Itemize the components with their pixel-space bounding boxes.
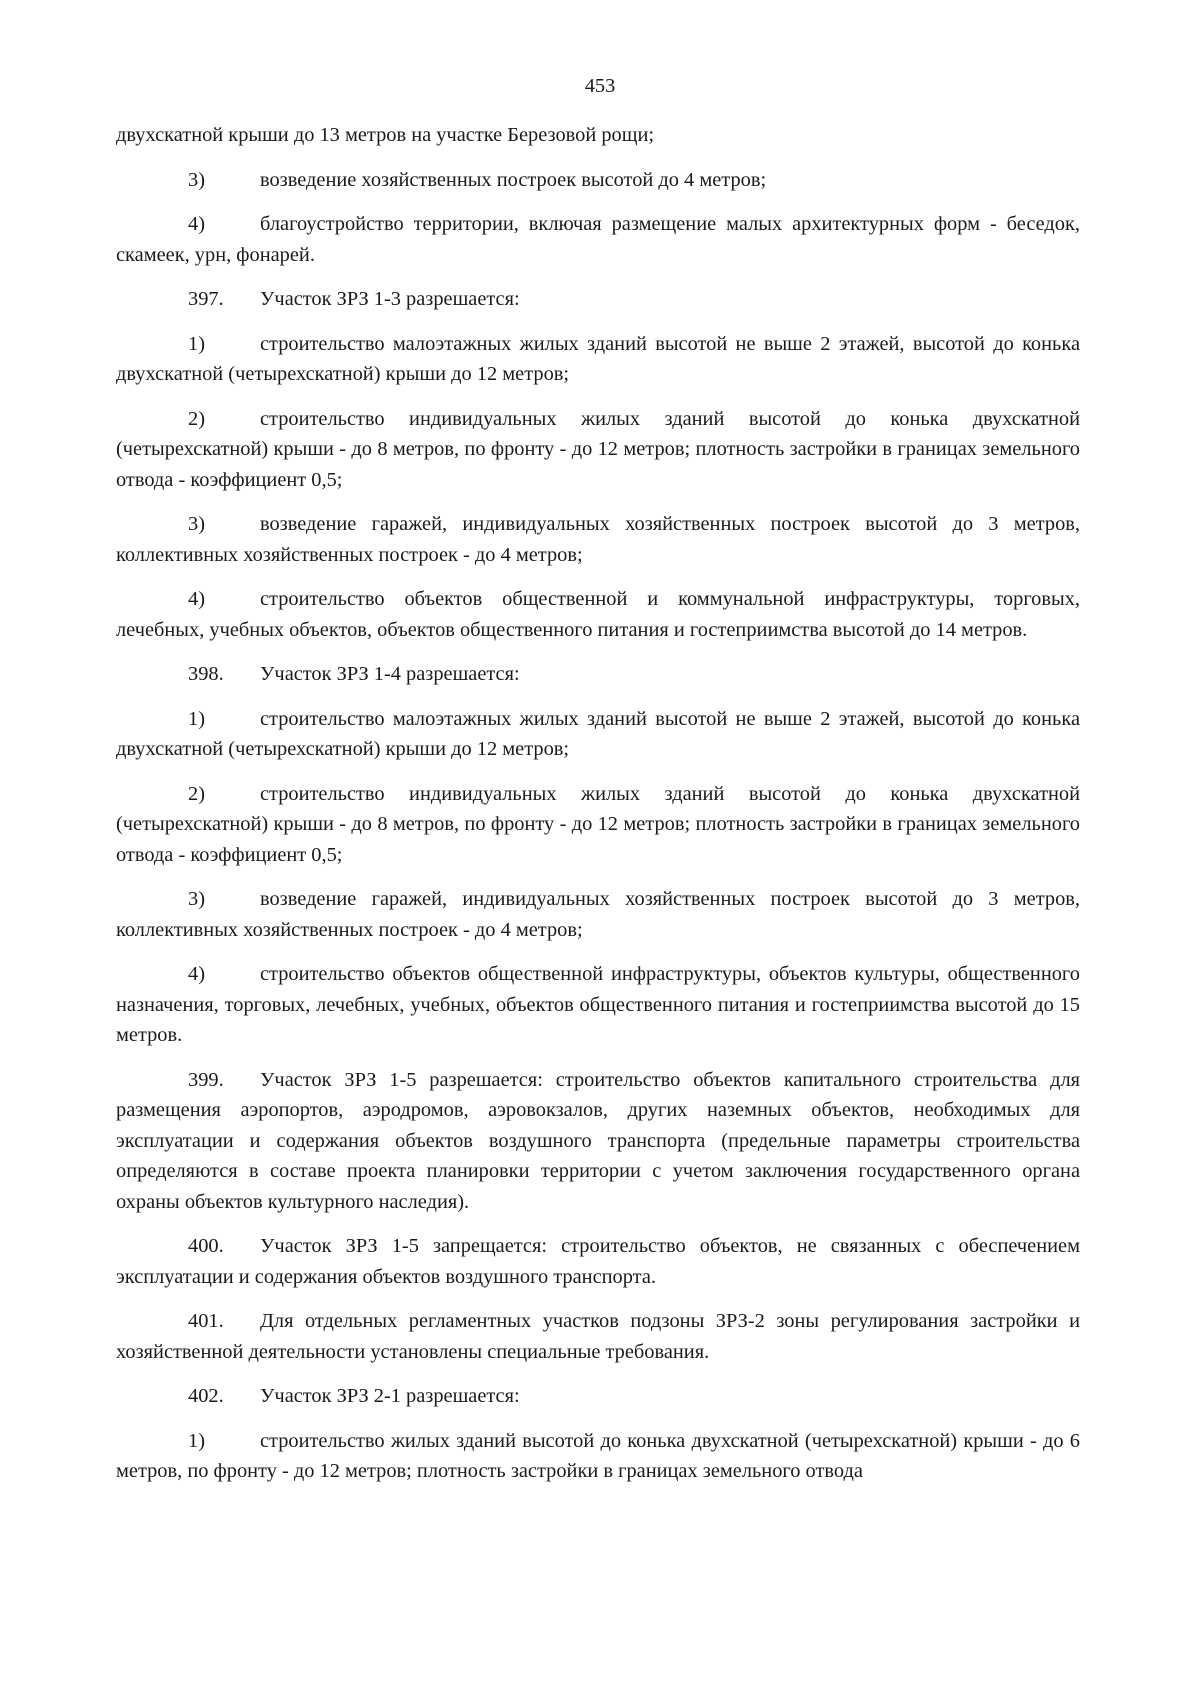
paragraph bbox=[116, 659, 1080, 690]
paragraph-number: 401. bbox=[188, 1310, 224, 1332]
paragraph-text: возведение гаражей, индивидуальных хозяйственных построек высотой до 3 метров, коллективных хозяйственных построек - до 4 метров; bbox=[116, 513, 1080, 566]
paragraph-text: Участок ЗРЗ 1-4 разрешается: bbox=[260, 663, 520, 685]
paragraph bbox=[116, 884, 1080, 945]
paragraph-text: возведение гаражей, индивидуальных хозяйственных построек высотой до 3 метров, коллективных хозяйственных построек - до 4 метров; bbox=[116, 888, 1080, 941]
paragraph-text: Участок ЗРЗ 2-1 разрешается: bbox=[260, 1385, 520, 1407]
paragraph-text: Участок ЗРЗ 1-3 разрешается: bbox=[260, 288, 520, 310]
paragraph bbox=[116, 329, 1080, 390]
paragraph-text: строительство индивидуальных жилых зданий высотой до конька двухскатной (четырехскатной) крыши - до 8 метров, по фронту - до 12 метров; плотность застройки в границах земельного отвода - коэффициент 0,5; bbox=[116, 782, 1080, 866]
paragraph-number: 397. bbox=[188, 288, 224, 310]
paragraph-text: Для отдельных регламентных участков подзоны ЗРЗ-2 зоны регулирования застройки и хозяйственной деятельности установлены специальные требования. bbox=[116, 1310, 1080, 1363]
paragraph-number: 3) bbox=[188, 888, 205, 910]
paragraph-number: 398. bbox=[188, 663, 224, 685]
paragraph-number: 400. bbox=[188, 1235, 224, 1257]
paragraph bbox=[116, 1231, 1080, 1292]
paragraph-number: 1) bbox=[188, 707, 205, 730]
paragraph bbox=[116, 959, 1080, 1051]
paragraph-text: строительство объектов общественной и коммунальной инфраструктуры, торговых, лечебных, учебных объектов, объектов общественного питания и гостеприимства высотой до 14 метров. bbox=[116, 588, 1080, 641]
paragraph-number: 1) bbox=[188, 332, 205, 355]
paragraph-number: 3) bbox=[188, 513, 205, 535]
paragraph-text: возведение хозяйственных построек высотой до 4 метров; bbox=[260, 168, 767, 191]
paragraph bbox=[116, 404, 1080, 496]
document-body bbox=[116, 120, 1080, 1501]
paragraph-text: строительство объектов общественной инфраструктуры, объектов культуры, общественного назначения, торговых, лечебных, учебных, объектов общественного питания и гостеприимства высотой до 15 метров. bbox=[116, 963, 1080, 1046]
paragraph-text: благоустройство территории, включая размещение малых архитектурных форм - беседок, скамеек, урн, фонарей. bbox=[116, 213, 1080, 266]
paragraph-number: 4) bbox=[188, 588, 205, 610]
paragraph bbox=[116, 1065, 1080, 1218]
paragraph bbox=[116, 584, 1080, 645]
paragraph-text: строительство малоэтажных жилых зданий высотой не выше 2 этажей, высотой до конька двухскатной (четырехскатной) крыши до 12 метров; bbox=[116, 332, 1080, 385]
paragraph bbox=[116, 120, 1080, 151]
paragraph-number: 402. bbox=[188, 1385, 224, 1407]
paragraph bbox=[116, 1426, 1080, 1487]
paragraph-text: Участок ЗРЗ 1-5 запрещается: строительство объектов, не связанных с обеспечением эксплуатации и содержания объектов воздушного транспорта. bbox=[116, 1235, 1080, 1288]
paragraph-number: 4) bbox=[188, 213, 205, 235]
paragraph-text: Участок ЗРЗ 1-5 разрешается: строительство объектов капитального строительства для размещения аэропортов, аэродромов, аэровокзалов, других наземных объектов, необходимых для эксплуатации и содержания объектов воздушного транспорта (предельные параметры строительства определяются в составе проекта планировки территории с учетом заключения государственного органа охраны объектов культурного наследия). bbox=[116, 1068, 1080, 1213]
paragraph bbox=[116, 1306, 1080, 1367]
paragraph-number: 399. bbox=[188, 1068, 224, 1091]
paragraph bbox=[116, 509, 1080, 570]
paragraph bbox=[116, 779, 1080, 871]
paragraph bbox=[116, 165, 1080, 196]
paragraph-number: 1) bbox=[188, 1429, 205, 1452]
paragraph-number: 2) bbox=[188, 782, 205, 805]
page-number: 453 bbox=[584, 75, 616, 97]
paragraph-text: двухскатной крыши до 13 метров на участке Березовой рощи; bbox=[116, 124, 655, 146]
paragraph-number: 2) bbox=[188, 407, 205, 430]
paragraph bbox=[116, 284, 1080, 315]
paragraph bbox=[116, 704, 1080, 765]
paragraph-number: 4) bbox=[188, 963, 205, 985]
paragraph-text: строительство индивидуальных жилых зданий высотой до конька двухскатной (четырехскатной) крыши - до 8 метров, по фронту - до 12 метров; плотность застройки в границах земельного отвода - коэффициент 0,5; bbox=[116, 407, 1080, 491]
paragraph bbox=[116, 1381, 1080, 1412]
paragraph-text: строительство жилых зданий высотой до конька двухскатной (четырехскатной) крыши - до 6 метров, по фронту - до 12 метров; плотность застройки в границах земельного отвода bbox=[116, 1429, 1080, 1482]
paragraph-text: строительство малоэтажных жилых зданий высотой не выше 2 этажей, высотой до конька двухскатной (четырехскатной) крыши до 12 метров; bbox=[116, 707, 1080, 760]
paragraph bbox=[116, 209, 1080, 270]
paragraph-number: 3) bbox=[188, 168, 205, 191]
